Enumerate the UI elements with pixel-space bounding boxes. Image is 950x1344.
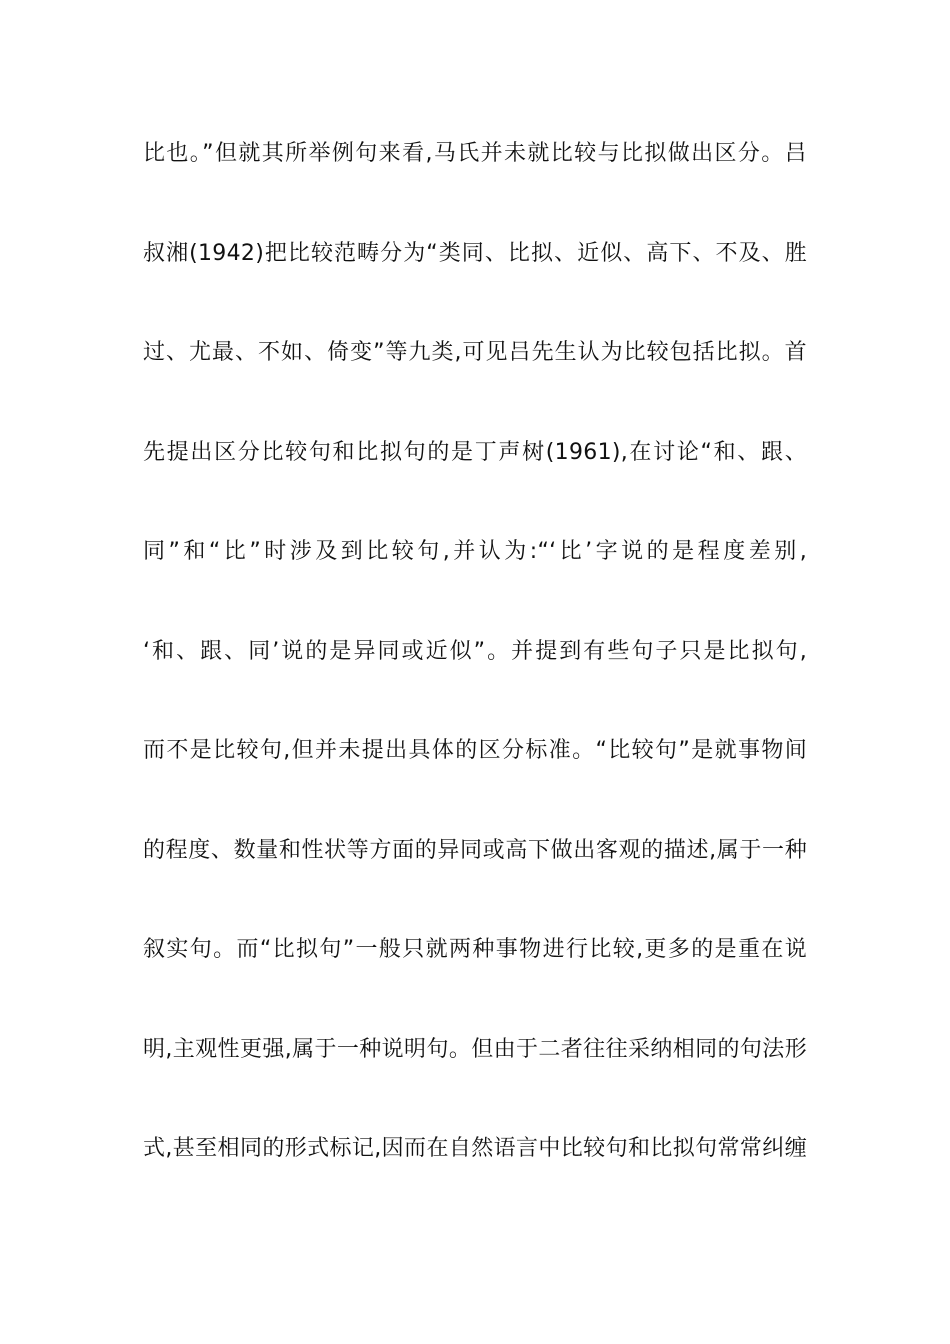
- text-line-10: 明,主观性更强,属于一种说明句。但由于二者往往采纳相同的句法形: [143, 1036, 807, 1062]
- text-line-9: 叙实句。而“比拟句”一般只就两种事物进行比较,更多的是重在说: [143, 937, 807, 962]
- text-line-2: 叔湘(1942)把比较范畴分为“类同、比拟、近似、高下、不及、胜: [143, 240, 807, 266]
- text-line-1: 比也。”但就其所举例句来看,马氏并未就比较与比拟做出区分。吕: [143, 141, 807, 166]
- text-line-4: 先提出区分比较句和比拟句的是丁声树(1961),在讨论“和、跟、: [143, 439, 807, 465]
- text-line-3: 过、尤最、不如、倚变”等九类,可见吕先生认为比较包括比拟。首: [143, 340, 807, 365]
- text-line-7: 而不是比较句,但并未提出具体的区分标准。“比较句”是就事物间: [143, 738, 807, 763]
- text-line-11: 式,甚至相同的形式标记,因而在自然语言中比较句和比拟句常常纠缠: [143, 1136, 807, 1161]
- text-line-8: 的程度、数量和性状等方面的异同或高下做出客观的描述,属于一种: [143, 837, 807, 863]
- text-line-5: 同”和“比”时涉及到比较句,并认为:“‘比’字说的是程度差别,: [143, 539, 807, 564]
- body-paragraph: [143, 138, 807, 1233]
- text-line-6: ‘和、跟、同’说的是异同或近似”。并提到有些句子只是比拟句,: [143, 638, 807, 664]
